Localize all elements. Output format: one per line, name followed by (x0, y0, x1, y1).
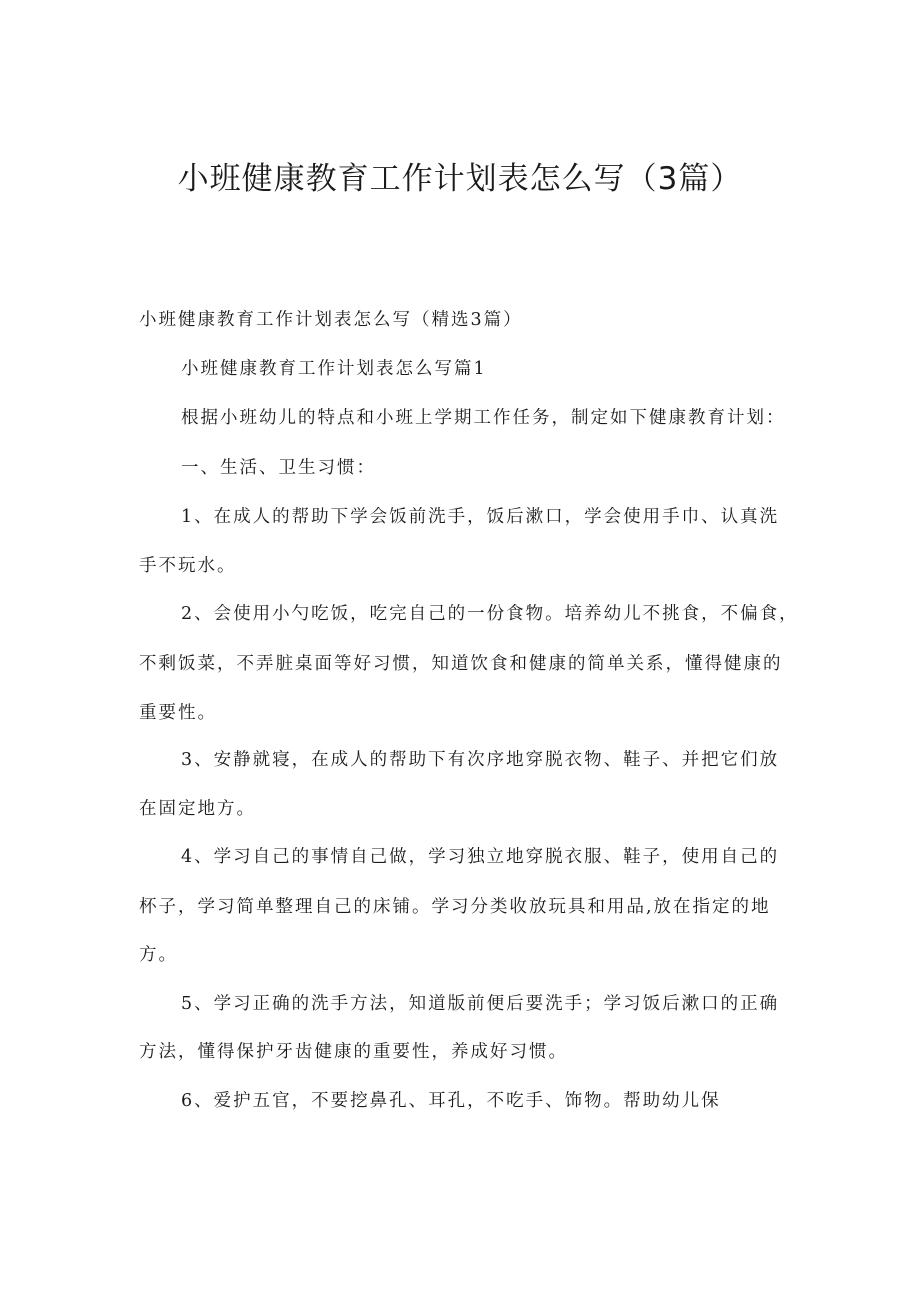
paragraph-line: 杯子，学习简单整理自己的床铺。学习分类收放玩具和用品,放在指定的地 (139, 897, 771, 917)
paragraph-line: 5、学习正确的洗手方法，知道版前便后要洗手；学习饭后漱口的正确 (181, 994, 780, 1014)
section-heading: 小班健康教育工作计划表怎么写篇1 (181, 359, 487, 379)
paragraph-line: 重要性。 (139, 703, 217, 723)
paragraph-line: 一、生活、卫生习惯： (181, 458, 376, 478)
paragraph-line: 根据小班幼儿的特点和小班上学期工作任务，制定如下健康教育计划： (181, 408, 786, 428)
paragraph-line: 手不玩水。 (139, 556, 237, 576)
document-subtitle: 小班健康教育工作计划表怎么写（精选3篇） (139, 310, 523, 330)
paragraph-line: 2、会使用小勺吃饭，吃完自己的一份食物。培养幼儿不挑食，不偏食， (181, 604, 799, 624)
paragraph-line: 不剩饭菜，不弄脏桌面等好习惯，知道饮食和健康的简单关系，懂得健康的 (139, 654, 783, 674)
paragraph-line: 4、学习自己的事情自己做，学习独立地穿脱衣服、鞋子，使用自己的 (181, 847, 780, 867)
paragraph-line: 在固定地方。 (139, 799, 256, 819)
paragraph-line: 方。 (139, 945, 178, 965)
document-title: 小班健康教育工作计划表怎么写（3篇） (177, 161, 743, 197)
paragraph-line: 6、爱护五官，不要挖鼻孔、耳孔，不吃手、饰物。帮助幼儿保 (181, 1091, 721, 1111)
paragraph-line: 3、安静就寝，在成人的帮助下有次序地穿脱衣物、鞋子、并把它们放 (181, 750, 780, 770)
paragraph-line: 1、在成人的帮助下学会饭前洗手，饭后漱口，学会使用手巾、认真洗 (181, 507, 780, 527)
paragraph-line: 方法，懂得保护牙齿健康的重要性，养成好习惯。 (139, 1042, 568, 1062)
